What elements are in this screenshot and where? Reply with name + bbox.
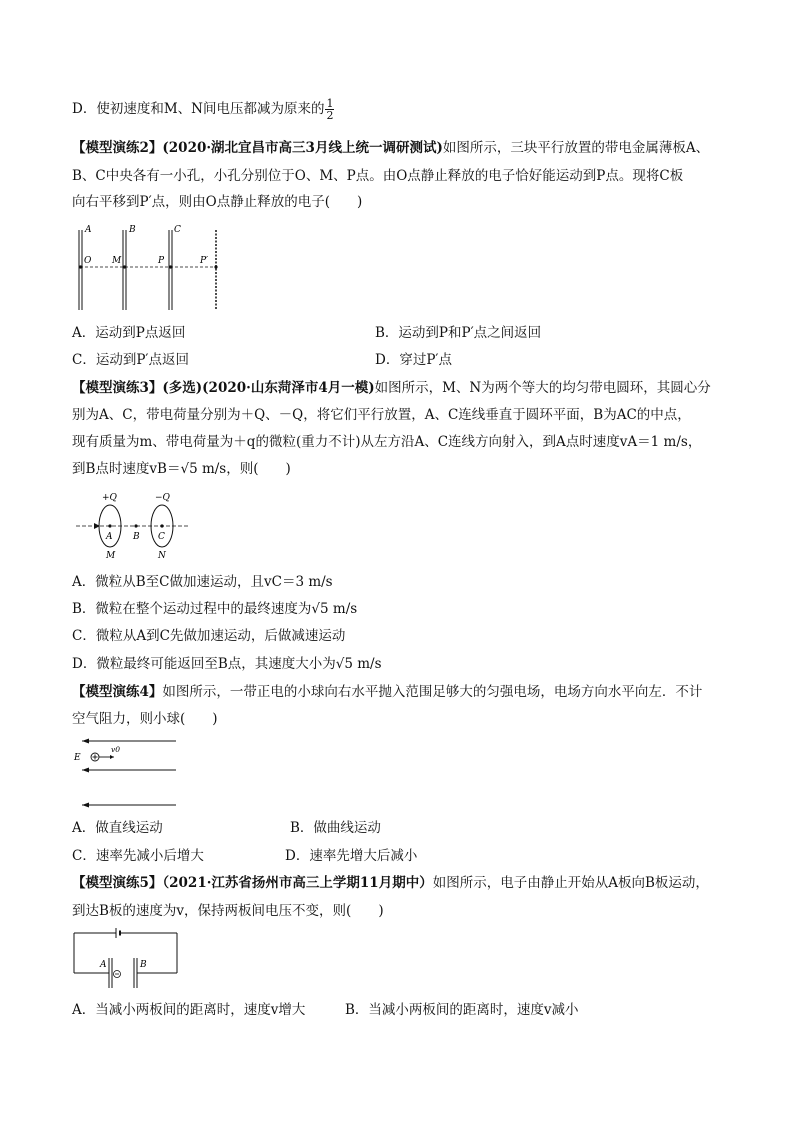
q2-option-d: D．穿过P′点 <box>375 352 452 368</box>
label-point-m: M <box>112 256 122 266</box>
q3-line-4: 到B点时速度vB＝√5 m/s，则( ) <box>72 461 291 477</box>
q2-line-1-text: 如图所示，三块平行放置的带电金属薄板A、 <box>442 140 710 156</box>
q2-option-a: A．运动到P点返回 <box>72 325 186 341</box>
label-point-p-prime: P′ <box>200 256 209 266</box>
q4-line-1 <box>72 682 702 702</box>
battery-icon <box>116 928 120 938</box>
fraction-numerator: 1 <box>326 97 334 110</box>
label-plus-q: +Q <box>102 493 117 503</box>
q4-option-d: D．速率先增大后减小 <box>285 848 418 864</box>
q3-option-d: D．微粒最终可能返回至B点，其速度大小为√5 m/s <box>72 656 382 672</box>
plate-a <box>109 958 112 988</box>
q4-figure-field <box>72 738 182 810</box>
q5-figure-circuit <box>72 928 182 990</box>
plate-a <box>79 230 82 310</box>
label-minus-q: −Q <box>155 493 170 503</box>
q2-option-c: C．运动到P′点返回 <box>72 352 189 368</box>
q3-option-c: C．微粒从A到C先做加速运动，后做减速运动 <box>72 628 346 644</box>
label-plate-b: B <box>140 960 147 970</box>
label-center-c: C <box>158 532 165 542</box>
q2-tag: 【模型演练2】(2020·湖北宜昌市高三3月线上统一调研测试) <box>72 140 443 156</box>
q4-option-c: C．速率先减小后增大 <box>72 848 204 864</box>
q3-option-b: B．微粒在整个运动过程中的最终速度为√5 m/s <box>72 601 358 617</box>
label-velocity-v0: v0 <box>111 745 121 754</box>
label-point-o: O <box>84 256 92 266</box>
label-point-p: P <box>158 256 165 266</box>
q5-line-1 <box>72 873 709 893</box>
fraction-one-half <box>325 98 334 121</box>
q2-line-2: B、C中央各有一小孔，小孔分别位于O、M、P点。由O点静止释放的电子恰好能运动到P点。现将C板 <box>72 168 684 184</box>
q5-line-2: 到达B板的速度为v，保持两板间电压不变，则( ) <box>72 903 384 919</box>
q4-line-2: 空气阻力，则小球( ) <box>72 711 218 727</box>
q4-line-1-text: 如图所示，一带正电的小球向右水平抛入范围足够大的匀强电场，电场方向水平向左．不计 <box>162 684 703 700</box>
q2-option-b: B．运动到P和P′点之间返回 <box>375 325 542 341</box>
q2-line-1 <box>72 138 709 158</box>
q5-option-a: A．当减小两板间的距离时，速度v增大 <box>72 1002 306 1018</box>
plate-c <box>169 230 172 310</box>
label-midpoint-b: B <box>133 532 140 542</box>
q3-line-1-text: 如图所示，M、N为两个等大的均匀带电圆环，其圆心分 <box>374 380 711 396</box>
label-plate-a: A <box>100 960 107 970</box>
label-center-a: A <box>106 532 113 542</box>
plate-b <box>134 958 137 988</box>
label-plate-c: C <box>174 225 181 235</box>
q3-line-2: 别为A、C，带电荷量分别为＋Q、－Q，将它们平行放置，A、C连线垂直于圆环平面，B为AC的中点， <box>72 407 691 423</box>
electron-icon <box>114 971 121 978</box>
label-plate-a: A <box>85 225 92 235</box>
q1-option-d-text: D．使初速度和M、N间电压都减为原来的 <box>72 101 325 117</box>
q2-figure-plates <box>72 222 232 314</box>
q3-option-a: A．微粒从B至C做加速运动，且vC＝3 m/s <box>72 574 333 590</box>
label-field-e: E <box>74 753 81 763</box>
q5-tag: 【模型演练5】（2021·江苏省扬州市高三上学期11月期中） <box>72 875 433 891</box>
q5-line-1-text: 如图所示，电子由静止开始从A板向B板运动， <box>432 875 709 891</box>
plate-b <box>123 230 126 310</box>
q4-tag: 【模型演练4】 <box>72 684 163 700</box>
label-plate-b: B <box>129 225 136 235</box>
q2-line-3: 向右平移到P′点，则由O点静止释放的电子( ) <box>72 194 363 210</box>
q3-line-1 <box>72 378 711 398</box>
fraction-denominator: 2 <box>326 109 334 122</box>
q1-option-d <box>72 98 334 121</box>
positive-charge-icon <box>91 753 99 761</box>
q3-line-3: 现有质量为m、带电荷量为＋q的微粒(重力不计)从左方沿A、C连线方向射入，到A点时速度vA＝1 m/s， <box>72 434 702 450</box>
q4-option-b: B．做曲线运动 <box>290 820 381 836</box>
q3-figure-rings <box>74 488 194 561</box>
label-ring-n: N <box>158 551 166 561</box>
label-ring-m: M <box>106 551 116 561</box>
q3-tag: 【模型演练3】(多选)(2020·山东菏泽市4月一模) <box>72 380 375 396</box>
q4-option-a: A．做直线运动 <box>72 820 163 836</box>
q5-option-b: B．当减小两板间的距离时，速度v减小 <box>345 1002 579 1018</box>
